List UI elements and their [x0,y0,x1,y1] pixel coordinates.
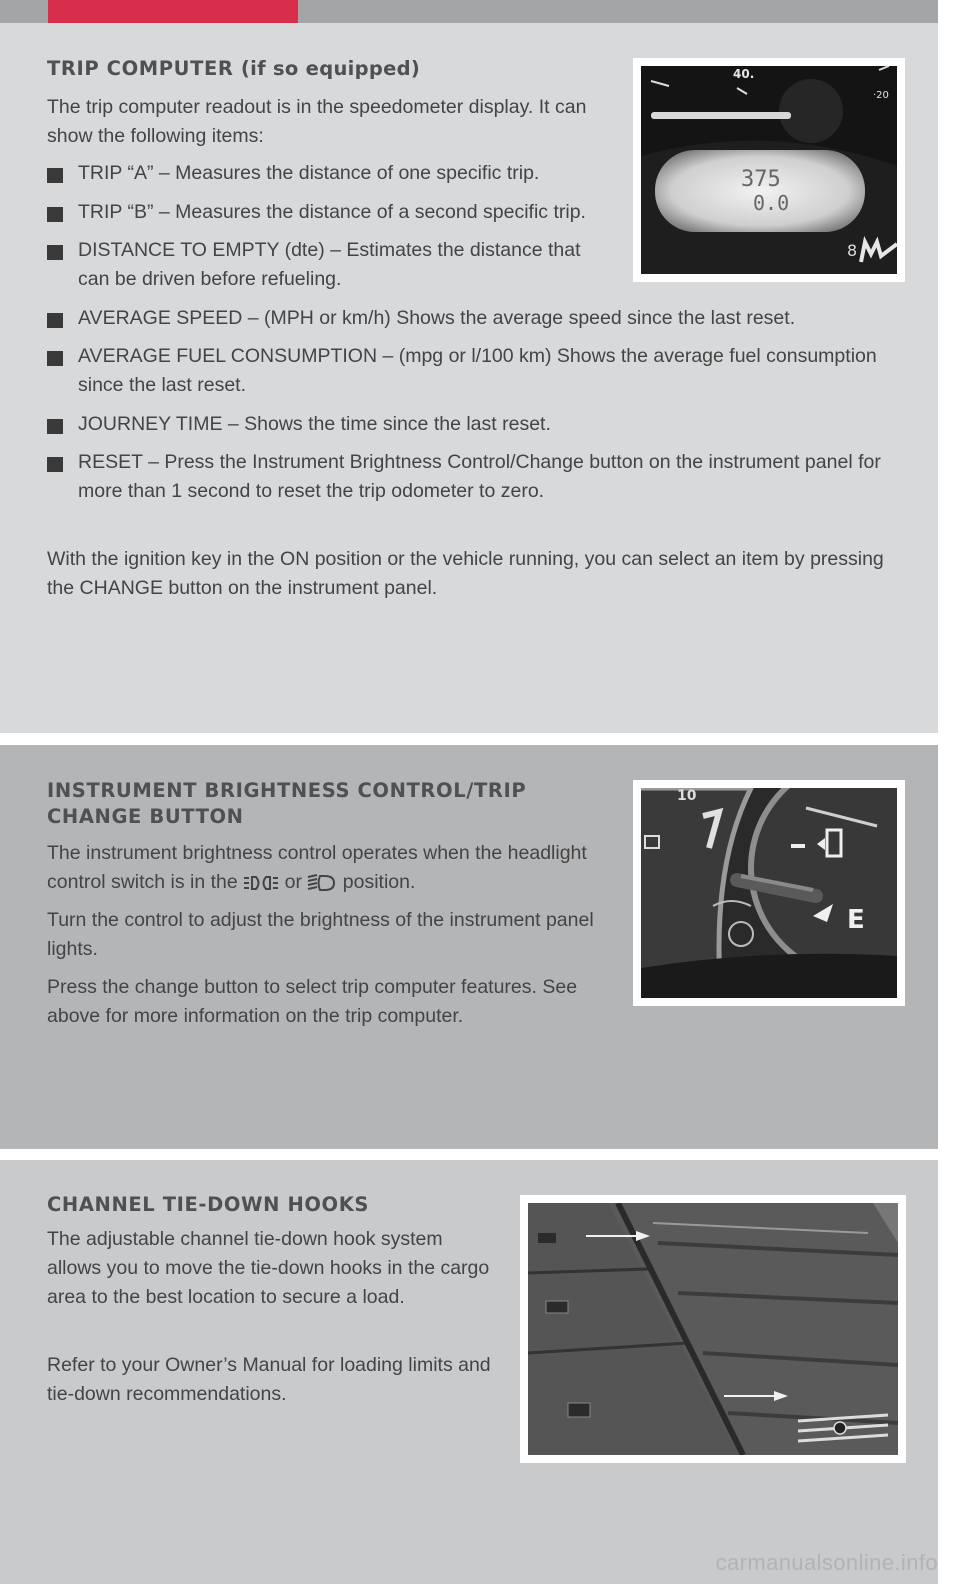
brightness-title-line2: CHANGE BUTTON [47,805,244,828]
tie-down-title: CHANNEL TIE-DOWN HOOKS [47,1193,370,1216]
cargo-area-photo [520,1195,906,1463]
top-bar-accent [48,0,298,23]
list-item-text: RESET – Press the Instrument Brightness Control/Change button on the instrument panel for more than 1 second to reset the trip odometer to zero. [78,451,881,502]
watermark: carmanualsonline.info [715,1550,938,1575]
instrument-knob-photo [633,780,905,1006]
brightness-paragraph-3: Press the change button to select trip computer features. See above for more information on the trip computer. [47,976,578,1027]
gauge-label-8: 8 [847,241,858,260]
trip-computer-heading [47,56,420,82]
gauge-label-20: ·20 [873,90,889,101]
top-bar [0,0,938,23]
list-item [47,304,897,333]
trip-computer-closing: With the ignition key in the ON position or the vehicle running, you can select an item by pressing the CHANGE button on the instrument panel. [47,548,884,599]
bullet-square-icon [47,168,63,183]
bullet-square-icon [47,419,63,434]
gauge-label-40: 40. [733,67,755,81]
tie-down-paragraph-2: Refer to your Owner’s Manual for loading limits and tie-down recommendations. [47,1354,491,1405]
tie-down-paragraph-1: The adjustable channel tie-down hook system allows you to move the tie-down hooks in the cargo area to the best location to secure a load. [47,1228,490,1308]
headlight-on-icon [307,874,337,892]
brightness-heading [47,778,526,830]
list-item-text: AVERAGE FUEL CONSUMPTION – (mpg or l/100 km) Shows the average fuel consumption since the last reset. [78,345,877,396]
bullet-square-icon [47,313,63,328]
list-item [47,448,897,506]
list-item-text: TRIP “A” – Measures the distance of one specific trip. [78,162,540,184]
bullet-square-icon [47,351,63,366]
list-item [47,236,613,294]
fuel-empty-label: E [847,905,865,935]
brightness-p1-text: The instrument brightness control operates when the headlight control switch is in the [47,842,587,893]
brightness-paragraph-1 [47,839,607,897]
brightness-control-section [0,745,938,1149]
bullet-square-icon [47,457,63,472]
odometer-readout: 375 [741,167,781,192]
list-item-text: AVERAGE SPEED – (MPH or km/h) Shows the average speed since the last reset. [78,306,796,329]
headlight-parking-icon [243,874,279,892]
bullet-square-icon [47,245,63,260]
trip-computer-intro: The trip computer readout is in the speedometer display. It can show the following items: [47,96,587,147]
list-item [47,198,613,227]
list-item-text: JOURNEY TIME – Shows the time since the last reset. [78,412,551,435]
trip-computer-section [0,23,938,733]
list-item [47,410,897,439]
list-item [47,342,897,400]
brightness-title-line1: INSTRUMENT BRIGHTNESS CONTROL/TRIP [47,779,527,802]
brightness-paragraph-2: Turn the control to adjust the brightness of the instrument panel lights. [47,909,594,960]
brightness-p1-or: or [284,871,302,893]
list-item-text: TRIP “B” – Measures the distance of a second specific trip. [78,200,586,223]
list-item [47,159,613,188]
list-item-text: DISTANCE TO EMPTY (dte) – Estimates the distance that can be driven before refueling. [78,239,581,290]
speedometer-display-photo [633,58,905,282]
gauge-label-10: 10 [677,788,697,804]
brightness-p1-end: position. [342,871,416,893]
trip-computer-title-suffix: (if so equipped) [240,57,421,80]
tie-down-section [0,1160,938,1584]
trip-readout: 0.0 [753,191,790,215]
bullet-square-icon [47,207,63,222]
trip-computer-title: TRIP COMPUTER [47,57,234,80]
